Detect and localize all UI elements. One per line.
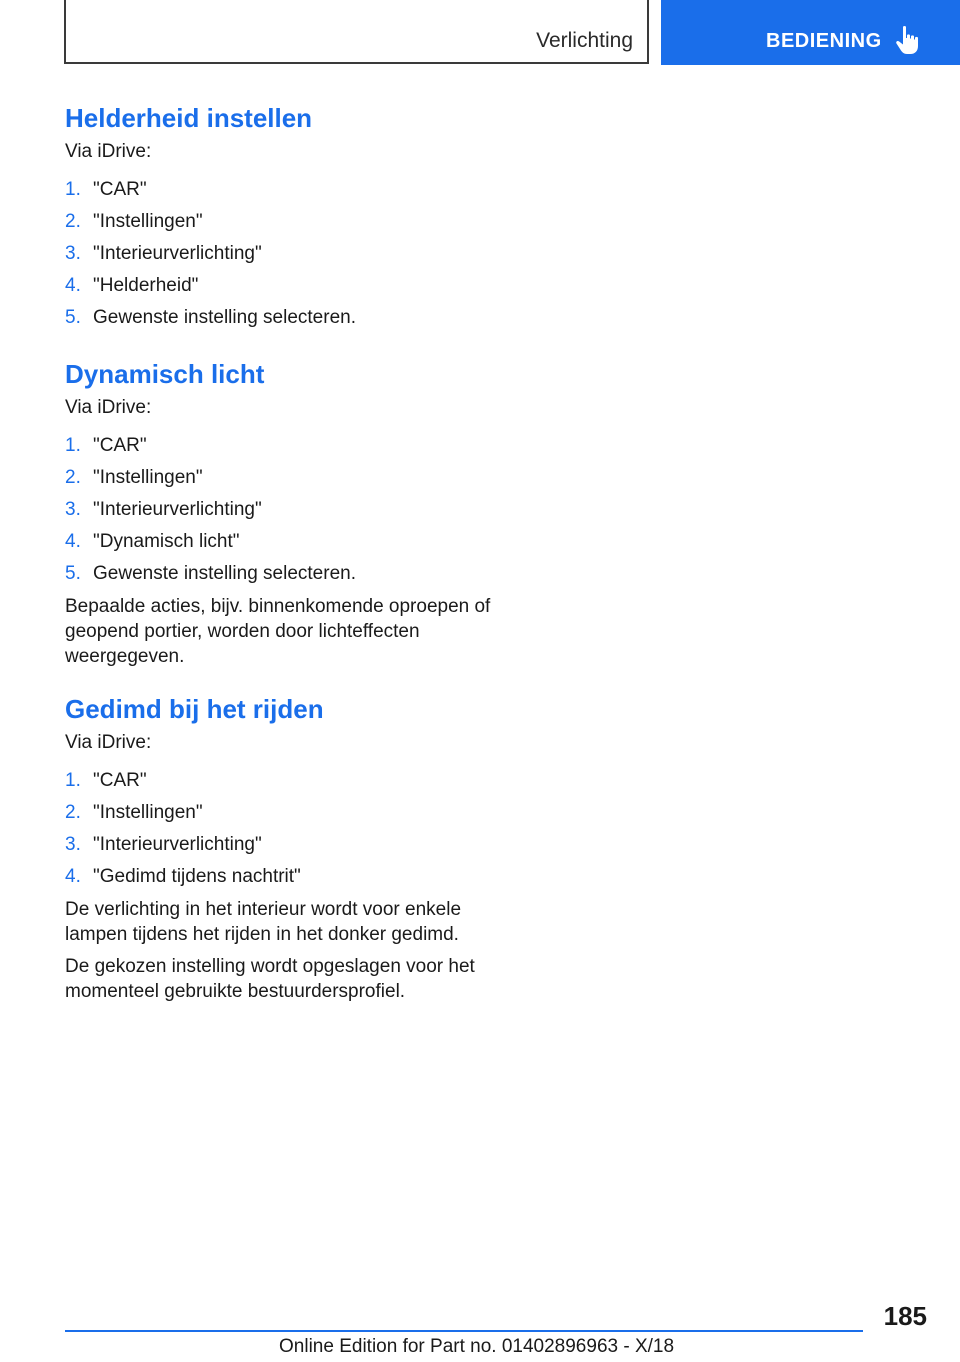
header-section-box — [64, 0, 649, 64]
step-text: Gewenste instelling selecteren. — [93, 307, 356, 328]
step-list — [65, 178, 495, 330]
section-title: Helderheid instellen — [65, 103, 313, 133]
step-item — [65, 274, 495, 298]
header-chapter-label: BEDIENING — [766, 30, 882, 52]
step-item — [65, 178, 495, 202]
step-item — [65, 210, 495, 234]
step-item — [65, 530, 495, 554]
step-item — [65, 242, 495, 266]
step-text: "Instellingen" — [93, 467, 203, 488]
section-intro: Via iDrive: — [65, 397, 152, 418]
step-text: Gewenste instelling selecteren. — [93, 563, 356, 584]
step-item — [65, 865, 495, 889]
header-chapter-tab[interactable] — [661, 0, 960, 65]
step-number: 1. — [65, 179, 81, 200]
step-item — [65, 466, 495, 490]
step-number: 3. — [65, 243, 81, 264]
header-section-title: Verlichting — [536, 29, 633, 52]
step-text: "Instellingen" — [93, 802, 203, 823]
body-paragraph: De verlichting in het interieur wordt voor enkele lampen tijdens het rijden in het donker gedimd. — [65, 899, 462, 945]
step-number: 2. — [65, 802, 81, 823]
section-gedimd-bij-rijden — [65, 691, 495, 1004]
body-paragraph: Bepaalde acties, bijv. binnenkomende oproepen of geopend portier, worden door lichteffecten weergegeven. — [65, 596, 491, 667]
body-paragraph: De gekozen instelling wordt opgeslagen voor het momenteel gebruikte bestuurdersprofiel. — [65, 956, 475, 1002]
section-dynamisch-licht — [65, 356, 495, 669]
step-list — [65, 434, 495, 586]
step-text: "Interieurverlichting" — [93, 243, 262, 264]
step-number: 2. — [65, 467, 81, 488]
footer-edition-text: Online Edition for Part no. 01402896963 - X/18 — [279, 1336, 675, 1357]
section-intro: Via iDrive: — [65, 732, 152, 753]
section-intro: Via iDrive: — [65, 141, 152, 162]
step-text: "Instellingen" — [93, 211, 203, 232]
content-column — [65, 100, 495, 1011]
step-item — [65, 306, 495, 330]
step-text: "Gedimd tijdens nachtrit" — [93, 866, 301, 887]
step-text: "Interieurverlichting" — [93, 499, 262, 520]
section-title: Dynamisch licht — [65, 359, 265, 389]
step-number: 4. — [65, 866, 81, 887]
step-number: 1. — [65, 770, 81, 791]
step-text: "CAR" — [93, 435, 147, 456]
step-item — [65, 498, 495, 522]
step-text: "Dynamisch licht" — [93, 531, 240, 552]
section-helderheid — [65, 100, 495, 330]
step-number: 1. — [65, 435, 81, 456]
step-text: "CAR" — [93, 179, 147, 200]
step-text: "Interieurverlichting" — [93, 834, 262, 855]
page-number: 185 — [883, 1301, 927, 1331]
step-list — [65, 769, 495, 889]
step-text: "CAR" — [93, 770, 147, 791]
step-item — [65, 434, 495, 458]
step-number: 4. — [65, 531, 81, 552]
step-number: 4. — [65, 275, 81, 296]
footer-divider — [65, 1330, 863, 1332]
step-number: 2. — [65, 211, 81, 232]
step-number: 3. — [65, 834, 81, 855]
step-item — [65, 562, 495, 586]
step-item — [65, 833, 495, 857]
pointing-hand-icon — [894, 25, 920, 55]
step-item — [65, 769, 495, 793]
step-item — [65, 801, 495, 825]
section-title: Gedimd bij het rijden — [65, 694, 324, 724]
step-number: 5. — [65, 307, 81, 328]
step-text: "Helderheid" — [93, 275, 199, 296]
step-number: 3. — [65, 499, 81, 520]
step-number: 5. — [65, 563, 81, 584]
